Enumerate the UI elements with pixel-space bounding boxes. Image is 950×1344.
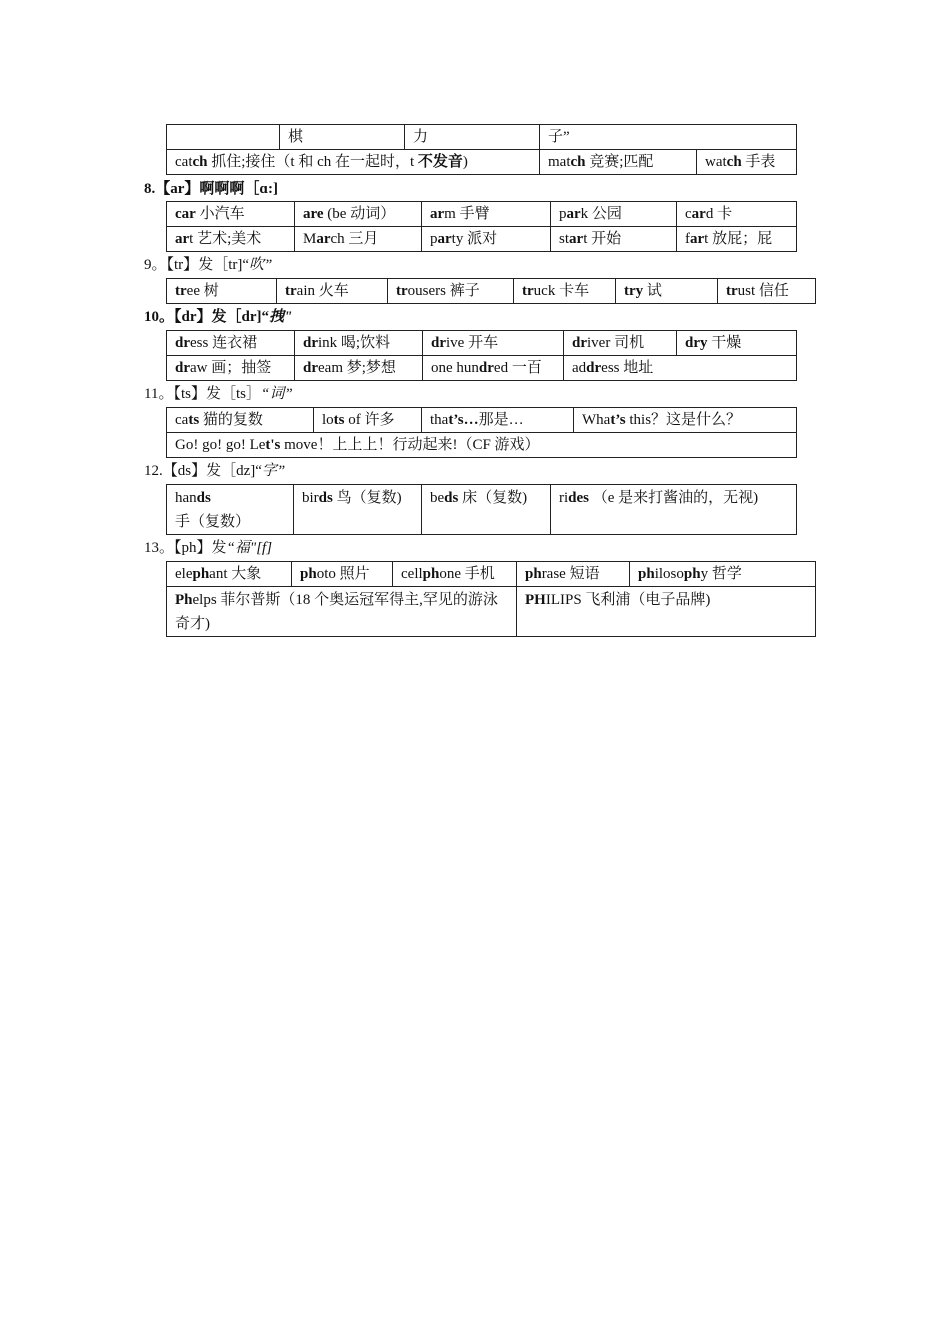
section-number: 8. (144, 181, 156, 197)
section-number: 10。 (144, 309, 175, 325)
table-cell: PHILIPS 飞利浦（电子品牌) (517, 587, 816, 637)
table-row (167, 587, 816, 637)
table-cell: trousers 裤子 (388, 279, 514, 304)
table-cell: birds 鸟（复数) (294, 485, 422, 535)
section-tag: 【ph】 (174, 540, 212, 556)
table-cell: Go! go! go! Let's move！上上上！行动起来!（CF 游戏） (167, 433, 797, 458)
section-9-heading (144, 253, 272, 277)
table-cell: rides （e 是来打酱油的，无视) (551, 485, 797, 535)
table-cell: park 公园 (551, 202, 677, 227)
table-cell: 子” (540, 125, 797, 150)
table-cell: drive 开车 (423, 331, 564, 356)
table-row (167, 331, 797, 356)
table-row (167, 485, 797, 535)
table-cell: address 地址 (564, 356, 797, 381)
section-tag: 【ar】 (155, 181, 200, 197)
section-pron: 发［ts］ (205, 386, 261, 402)
section-number: 11。 (144, 386, 174, 402)
table-ds (166, 484, 797, 535)
table-cell: hands 手（复数） (167, 485, 294, 535)
section-tag: 【tr】 (166, 257, 199, 273)
table-cell: cats 猫的复数 (167, 408, 314, 433)
table-cell: 棋 (280, 125, 405, 150)
table-cell: lots of 许多 (314, 408, 422, 433)
table-row (167, 356, 797, 381)
section-number: 9。 (144, 257, 167, 273)
table-cell: art 艺术;美术 (167, 227, 295, 252)
table-cell: draw 画；抽签 (167, 356, 295, 381)
table-top (166, 124, 797, 175)
table-cell: philosophy 哲学 (630, 562, 816, 587)
table-cell: phrase 短语 (517, 562, 630, 587)
section-13-heading (144, 536, 272, 560)
table-cell: cellphone 手机 (393, 562, 517, 587)
table-cell: fart 放屁；屁 (677, 227, 797, 252)
table-cell: drink 喝;饮料 (295, 331, 423, 356)
table-cell: tree 树 (167, 279, 277, 304)
table-row (167, 150, 797, 175)
section-sound: 拽" (269, 309, 293, 325)
table-ph (166, 561, 816, 637)
table-cell: dress 连衣裙 (167, 331, 295, 356)
table-cell: try 试 (616, 279, 718, 304)
section-10-heading (144, 305, 292, 329)
table-cell: one hundred 一百 (423, 356, 564, 381)
table-cell (167, 125, 280, 150)
table-cell: party 派对 (422, 227, 551, 252)
table-row (167, 279, 816, 304)
table-cell: train 火车 (277, 279, 388, 304)
section-12-heading (144, 459, 285, 483)
table-cell: driver 司机 (564, 331, 677, 356)
table-cell: catch 抓住;接住（t 和 ch 在一起时，t 不发音) (167, 150, 540, 175)
table-cell: trust 信任 (718, 279, 816, 304)
table-ar (166, 201, 797, 252)
section-sound: “词” (260, 386, 293, 402)
section-11-heading (144, 382, 293, 406)
table-cell: photo 照片 (292, 562, 393, 587)
table-cell: are (be 动词） (295, 202, 422, 227)
section-sound: “福"[f] (226, 540, 273, 556)
table-row (167, 202, 797, 227)
table-cell: car 小汽车 (167, 202, 295, 227)
section-tag: 【dr】 (174, 309, 212, 325)
table-cell: start 开始 (551, 227, 677, 252)
table-cell: card 卡 (677, 202, 797, 227)
table-row (167, 227, 797, 252)
section-pron: 发［dr]“ (211, 309, 270, 325)
table-tr (166, 278, 816, 304)
section-tag: 【ds】 (162, 463, 207, 479)
table-cell: match 竞赛;匹配 (540, 150, 697, 175)
table-cell: elephant 大象 (167, 562, 292, 587)
section-sound: 字” (261, 463, 286, 479)
table-cell: beds 床（复数) (422, 485, 551, 535)
table-row (167, 562, 816, 587)
table-cell: Phelps 菲尔普斯（18 个奥运冠军得主,罕见的游泳奇才) (167, 587, 517, 637)
table-cell: dry 干燥 (677, 331, 797, 356)
table-cell: March 三月 (295, 227, 422, 252)
table-row (167, 125, 797, 150)
table-ts (166, 407, 797, 458)
table-row (167, 433, 797, 458)
section-sound: 吹” (249, 257, 273, 273)
section-pron: 发［tr]“ (198, 257, 250, 273)
table-cell: truck 卡车 (514, 279, 616, 304)
table-cell: watch 手表 (697, 150, 797, 175)
section-pron: 发 (211, 540, 227, 556)
table-cell: dream 梦;梦想 (295, 356, 423, 381)
section-sound: 啊啊啊［ɑ:] (199, 181, 279, 197)
section-number: 13。 (144, 540, 175, 556)
table-cell: that’s…那是… (422, 408, 574, 433)
section-pron: 发［dz]“ (206, 463, 262, 479)
section-number: 12. (144, 463, 163, 479)
table-cell: arm 手臂 (422, 202, 551, 227)
table-dr (166, 330, 797, 381)
section-8-heading (144, 177, 278, 201)
table-cell: What’s this？这是什么？ (574, 408, 797, 433)
table-row (167, 408, 797, 433)
table-cell: 力 (405, 125, 540, 150)
section-tag: 【ts】 (173, 386, 206, 402)
